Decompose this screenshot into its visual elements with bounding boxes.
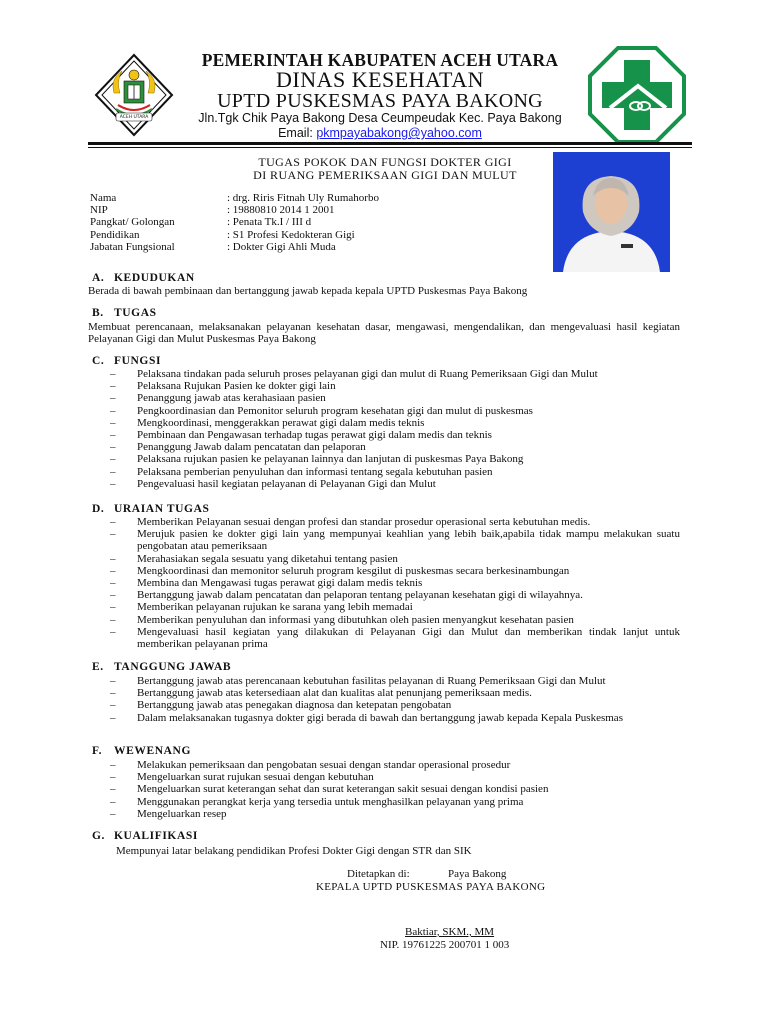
section-letter: F. — [92, 745, 103, 757]
section-letter: E. — [92, 661, 104, 673]
aceh-utara-emblem — [92, 53, 176, 137]
list-item: – Bertanggung jawab atas ketersediaan alat dan kualitas alat penunjang pemeriksaan medis. — [110, 687, 680, 699]
section-letter: C. — [92, 355, 105, 367]
identity-label: NIP — [90, 204, 108, 217]
list-uraian-tugas — [110, 516, 680, 650]
list-item: – Pelaksana Rujukan Pasien ke dokter gigi lain — [110, 380, 680, 392]
list-item: – Pengkoordinasian dan Pemonitor seluruh program kesehatan gigi dan mulut di puskesmas — [110, 405, 680, 417]
section-heading-wewenang — [92, 745, 191, 757]
doc-title-line2: DI RUANG PEMERIKSAAN GIGI DAN MULUT — [253, 168, 517, 182]
identity-value: : 19880810 2014 1 2001 — [227, 204, 335, 217]
identity-value: : Dokter Gigi Ahli Muda — [227, 240, 336, 253]
list-item: – Mengeluarkan surat rujukan sesuai dengan kebutuhan — [110, 771, 680, 783]
section-text-tugas: Membuat perencanaan, melaksanakan pelayanan kesehatan dasar, mengawasi, mengendalikan, dan mengevaluasi hasil kegiatan Pelayanan Gigi dan Mulut Puskesmas Paya Bakong — [88, 321, 680, 346]
identity-row — [90, 241, 379, 253]
header-rule-thin — [88, 147, 692, 148]
identity-value: : Penata Tk.I / III d — [227, 216, 312, 229]
list-item: – Bertanggung jawab atas perencanaan kebutuhan fasilitas pelayanan di Ruang Pemeriksaan Gigi dan Mulut — [110, 675, 680, 687]
identity-label: Nama — [90, 192, 117, 204]
emblem-text: ACEH UTARA — [119, 115, 149, 120]
signature-nip: NIP. 19761225 200701 1 003 — [380, 939, 510, 951]
list-item: – Memberikan penyuluhan dan informasi yang dibutuhkan oleh pasien menyangkut kesehatan pasien — [110, 614, 680, 626]
signature-position: KEPALA UPTD PUSKESMAS PAYA BAKONG — [316, 881, 546, 893]
list-item: – Pelaksana pemberian penyuluhan dan informasi tentang segala kebutuhan pasien — [110, 466, 680, 478]
section-text-kedudukan: Berada di bawah pembinaan dan bertanggung jawab kepada kepala UPTD Puskesmas Paya Bakong — [88, 285, 528, 297]
list-item: – Merahasiakan segala sesuatu yang diketahui tentang pasien — [110, 553, 680, 565]
section-letter: B. — [92, 307, 104, 319]
list-item: – Pelaksana rujukan pasien ke pelayanan lainnya dan lanjutan di puskesmas Paya Bakong — [110, 453, 680, 465]
section-letter: D. — [92, 503, 105, 515]
list-item: – Mengeluarkan surat keterangan sehat dan surat keterangan sakit sesuai dengan kondisi pasien — [110, 783, 680, 795]
list-item: – Pembinaan dan Pengawasan terhadap tugas perawat gigi dalam medis dan teknis — [110, 429, 680, 441]
list-item: – Pengevaluasi hasil kegiatan pelayanan di Pelayanan Gigi dan Mulut — [110, 478, 680, 490]
list-item: – Membina dan Mengawasi tugas perawat gigi dalam medis teknis — [110, 577, 680, 589]
identity-label: Pangkat/ Golongan — [90, 216, 175, 229]
section-letter: G. — [92, 830, 106, 842]
list-item: – Penanggung jawab atas kerahasiaan pasien — [110, 392, 680, 404]
header-puskesmas: UPTD PUSKESMAS PAYA BAKONG — [217, 90, 543, 112]
identity-value: : S1 Profesi Kedokteran Gigi — [227, 228, 355, 241]
header-rule-thick — [88, 142, 692, 145]
section-title: KUALIFIKASI — [114, 830, 198, 842]
section-title: FUNGSI — [114, 355, 162, 367]
section-title: KEDUDUKAN — [114, 272, 195, 284]
section-text-kualifikasi: Mempunyai latar belakang pendidikan Profesi Dokter Gigi dengan STR dan SIK — [116, 845, 472, 857]
section-heading-fungsi — [92, 355, 161, 367]
list-item: – Dalam melaksanakan tugasnya dokter gigi berada di bawah dan bertanggung jawab kepada Kepala Puskesmas — [110, 712, 680, 724]
section-heading-tugas — [92, 307, 157, 319]
list-item: – Melakukan pemeriksaan dan pengobatan sesuai dengan standar operasional prosedur — [110, 759, 680, 771]
identity-row — [90, 216, 379, 228]
section-heading-kedudukan — [92, 272, 195, 284]
list-item: – Penanggung Jawab dalam pencatatan dan pelaporan — [110, 441, 680, 453]
list-item: – Bertanggung jawab atas penegakan diagnosa dan ketepatan pengobatan — [110, 699, 680, 711]
list-item: – Mengeluarkan resep — [110, 808, 680, 820]
list-item: – Mengkoordinasi, menggerakkan perawat gigi dalam medis teknis — [110, 417, 680, 429]
section-heading-uraian-tugas — [92, 503, 210, 515]
puskesmas-cross-logo — [588, 46, 686, 144]
list-item: – Bertanggung jawab dalam pencatatan dan pelaporan tentang pelayanan kesehatan gigi di wilayahnya. — [110, 589, 680, 601]
identity-row — [90, 204, 379, 216]
list-item: – Mengevaluasi hasil kegiatan yang dilakukan di Pelayanan Gigi dan Mulut dan memberikan tindak lanjut untuk memberikan pelayanan prima — [110, 626, 680, 650]
section-letter: A. — [92, 272, 105, 284]
signature-place-value: Paya Bakong — [448, 868, 507, 880]
list-item: – Mengkoordinasi dan memonitor seluruh program kesgilut di puskesmas secara berkesinambungan — [110, 565, 680, 577]
section-title: WEWENANG — [114, 745, 192, 757]
list-fungsi — [110, 368, 680, 490]
identity-label: Jabatan Fungsional — [90, 240, 175, 253]
list-item: – Pelaksana tindakan pada seluruh proses pelayanan gigi dan mulut di Ruang Pemeriksaan Gigi dan Mulut — [110, 368, 680, 380]
identity-block — [90, 192, 379, 253]
list-item: – Merujuk pasien ke dokter gigi lain yang mempunyai keahlian yang lebih baik,apabila tidak mampu melakukan suatu pengobatan atau pemeriksaan — [110, 528, 680, 552]
section-title: TANGGUNG JAWAB — [114, 661, 232, 673]
list-wewenang — [110, 759, 680, 820]
identity-value: : drg. Riris Fitnah Uly Rumahorbo — [227, 192, 379, 204]
list-item: – Memberikan pelayanan rujukan ke sarana yang lebih memadai — [110, 601, 680, 613]
email-link[interactable]: pkmpayabakong@yahoo.com — [316, 126, 482, 140]
identity-row — [90, 229, 379, 241]
list-item: – Menggunakan perangkat kerja yang tersedia untuk menghasilkan pelayanan yang prima — [110, 796, 680, 808]
staff-photo — [553, 152, 670, 272]
section-heading-kualifikasi — [92, 830, 198, 842]
header-department: DINAS KESEHATAN — [275, 67, 484, 92]
email-label: Email: — [278, 126, 313, 140]
doc-title-line1: TUGAS POKOK DAN FUNGSI DOKTER GIGI — [258, 155, 512, 169]
header-address: Jln.Tgk Chik Paya Bakong Desa Ceumpeudak Kec. Paya Bakong — [198, 111, 562, 125]
header-email-line — [170, 126, 590, 140]
list-tanggung-jawab — [110, 675, 680, 724]
list-item: – Memberikan Pelayanan sesuai dengan profesi dan standar prosedur operasional serta kebutuhan medis. — [110, 516, 680, 528]
section-title: TUGAS — [114, 307, 157, 319]
signature-name: Baktiar, SKM., MM — [405, 926, 495, 938]
section-title: URAIAN TUGAS — [114, 503, 210, 515]
header-government: PEMERINTAH KABUPATEN ACEH UTARA — [201, 50, 559, 70]
identity-label: Pendidikan — [90, 228, 140, 241]
section-heading-tanggung-jawab — [92, 661, 231, 673]
identity-row — [90, 192, 379, 204]
signature-place-label: Ditetapkan di: — [347, 868, 410, 880]
